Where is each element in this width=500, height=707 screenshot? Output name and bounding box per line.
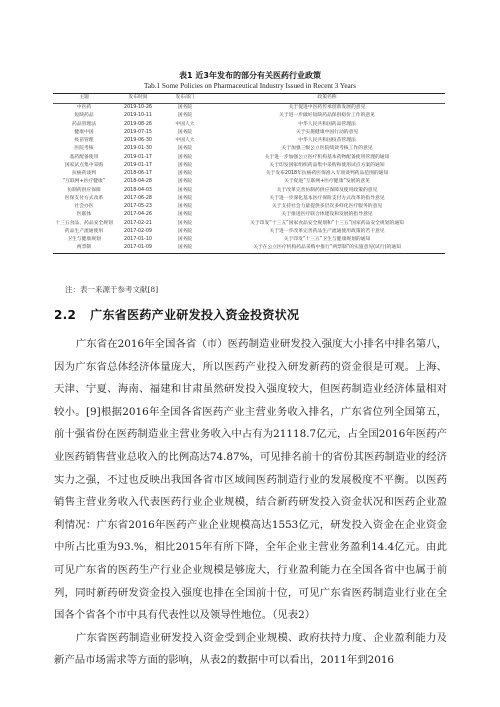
- cell-department: 中国人大: [175, 138, 195, 143]
- header-date: 发布时间: [115, 94, 161, 104]
- cell-date: 2017-01-10: [124, 237, 152, 242]
- cell-date: 2017-04-26: [124, 212, 152, 218]
- section-title: 广东省医药产业研发投入资金投资状况: [90, 308, 300, 322]
- cell-date: 2019-07-15: [124, 129, 152, 135]
- cell-date: 2019-01-17: [124, 162, 152, 168]
- cell-department: 国务院: [177, 129, 193, 135]
- cell-topic: 医联体: [76, 212, 92, 218]
- paragraph-2: 广东省医药制造业研发投入资金受到企业规模、政府扶持力度、企业盈利能力及新产品市场需求等方面的影响，从表2的数据中可以看出，2011年到2016: [54, 631, 447, 667]
- cell-policy-name: 关于发布2018年抗癌药医保准入专项谈判药品范围的通知: [265, 171, 389, 176]
- cell-date: 2019-10-26: [124, 105, 152, 110]
- cell-date: 2017-02-09: [124, 228, 152, 234]
- cell-policy-name: 关于改革完善仿制药供应保障及使用政策的意见: [276, 187, 378, 193]
- cell-topic: 抗癌药谈判: [72, 171, 96, 176]
- cell-topic: 国家试点集中采购: [64, 162, 104, 168]
- cell-topic: 中医药: [76, 105, 92, 110]
- cell-topic: 卫生与健康规划: [67, 237, 101, 242]
- cell-topic: 仿制药供应保障: [67, 187, 101, 193]
- cell-department: 国务院: [177, 220, 193, 226]
- cell-policy-name: 关于促进“互联网+医疗健康”发展的意见: [284, 179, 370, 185]
- cell-department: 国务院: [177, 204, 193, 209]
- table-note: 注：表一来源于参考文献[8]: [65, 285, 159, 294]
- header-department: 发布部门: [161, 94, 209, 104]
- cell-topic: 短缺药品: [74, 113, 94, 119]
- table-row: [53, 244, 445, 253]
- cell-policy-name: 关于支持社会力量提供多层次多样化医疗服务的意见: [271, 204, 383, 209]
- cell-policy-name: 关于在公立医疗机构药品采购中推行“两票制”的实施意见(试行)的通知: [209, 244, 445, 253]
- paragraph-1: 广东省在2016年全国各省（市）医药制造业研发投入强度大小排名中排名第八，因为广东省总体经济体量庞大，所以医药产业投入研发新药的资金很是可观。上海、天津、宁夏、海南、福建和甘肃虽然研发投入强度较大，但医药制造业经济体量相对较小。[9]根据2016年全国各省医药产业主营业务收入排名，广东省位列全国第五，前十强省份在医药制造业主营业务收入中占有为21118.7亿元，占全国2016年医药产业医药销售营业总收入的比例高达74.87%，可见排名前十的省份其医药制造业的经济实力之强，不过也反映出我国各省市区域间医药制造行业的发展极度不平衡。以医药销售主营业务收入代表医药行业企业规模，结合新药研发投入资金状况和医药企业盈利情况：广东省2016年医药产业企业规模高达1553亿元，研发投入资金在企业资金中所占比重为93.%，相比2015年有所下降，全年企业主营业务盈利14.4亿元。由此可见广东省的医药生产行业企业规模是够庞大，行业盈利能力在全国各省中也属于前列，同时新药研发资金投入强度也排在全国前十位，可见广东省医药制造业行业在全国各个省各个市中具有代表性以及领导性地位。（见表2）: [54, 338, 447, 622]
- cell-date: 2019-01-30: [124, 146, 152, 152]
- table-row: [53, 112, 445, 120]
- cell-date: 2018-04-28: [124, 179, 152, 185]
- cell-topic: 两票制: [53, 244, 115, 253]
- cell-policy-name: 关于进一步深化基本医疗保险支付方式改革的指导意见: [269, 195, 385, 201]
- cell-policy-name: 关于实施健康中国行动的意见: [295, 129, 359, 135]
- cell-department: 国务院: [177, 171, 193, 176]
- table-row: [53, 203, 445, 211]
- body-text: [54, 333, 447, 672]
- cell-topic: 十三五食品、药品安全规划: [55, 220, 113, 226]
- table-row: [53, 178, 445, 186]
- policy-table-container: [53, 93, 445, 254]
- cell-date: 2018-04-03: [124, 187, 152, 193]
- table-row: [53, 170, 445, 178]
- table-row: [53, 195, 445, 203]
- cell-department: 国务院: [177, 146, 193, 152]
- cell-date: 2019-01-17: [124, 154, 152, 160]
- header-policy-name: 政策名称: [209, 94, 445, 104]
- cell-topic: 健康中国: [74, 129, 94, 135]
- cell-topic: 疫苗管理: [74, 138, 94, 143]
- cell-policy-name: 关于进一步做好短缺药品保供稳价工作的意见: [279, 113, 375, 119]
- cell-policy-name: 关于印发国家组织药品集中采购和使用试点方案的通知: [269, 162, 385, 168]
- cell-department: 国务院: [177, 154, 193, 160]
- cell-department: 国务院: [177, 228, 193, 234]
- cell-date: 2017-02-21: [124, 220, 152, 226]
- table-header-row: [53, 94, 445, 104]
- cell-policy-name: 关于印发“十三五”国家食品安全规划和“十三五”国家药品安全规划的通知: [250, 220, 404, 226]
- cell-department: 国务院: [177, 187, 193, 193]
- table-row: [53, 154, 445, 162]
- cell-policy-name: 关于印发“十三五”卫生与健康规划的通知: [283, 237, 371, 242]
- cell-department: 国务院: [177, 237, 193, 242]
- cell-date: 2018-06-17: [124, 171, 152, 176]
- cell-policy-name: 关于进一步改革完善药品生产流通使用政策的若干意见: [269, 228, 385, 234]
- table-row: [53, 121, 445, 129]
- section-heading: [54, 306, 299, 323]
- cell-policy-name: 中华人民共和国疫苗管理法: [298, 138, 356, 143]
- cell-policy-name: 关于加强三级公立医院绩效考核工作的意见: [281, 146, 373, 152]
- cell-date: 2017-06-28: [124, 195, 152, 201]
- cell-topic: 药品生产流通使用: [64, 228, 104, 234]
- policy-table: [53, 93, 445, 254]
- table-row: [53, 129, 445, 137]
- cell-date: 2019-08-26: [124, 121, 152, 127]
- cell-department: 国务院: [177, 212, 193, 218]
- cell-policy-name: 关于促进中医药传承创新发展的意见: [288, 105, 366, 110]
- header-topic: 主题: [53, 94, 115, 104]
- cell-topic: 药品管理法: [72, 121, 96, 127]
- cell-topic: 医保支付方式改革: [64, 195, 104, 201]
- table-row: [53, 187, 445, 195]
- table-row: [53, 104, 445, 113]
- cell-topic: 医院考核: [74, 146, 94, 152]
- cell-department: 国务院: [177, 179, 193, 185]
- cell-date: 2019-10-11: [124, 113, 152, 119]
- cell-department: 国务院: [177, 162, 193, 168]
- section-number: 2.2: [54, 308, 77, 322]
- cell-department: 国务院: [177, 195, 193, 201]
- table-row: [53, 211, 445, 219]
- cell-date: 2017-01-09: [115, 244, 161, 253]
- cell-department: 国务院: [161, 244, 209, 253]
- table-row: [53, 162, 445, 170]
- cell-date: 2017-05-23: [124, 204, 152, 209]
- cell-date: 2019-06-30: [124, 138, 152, 143]
- table-subtitle: Tab.1 Some Policies on Pharmaceutical Industry Issued in Recent 3 Years: [144, 82, 356, 90]
- cell-department: 中国人大: [175, 121, 195, 127]
- table-body: [53, 104, 445, 254]
- table-row: [53, 228, 445, 236]
- table-row: [53, 220, 445, 228]
- table-row: [53, 137, 445, 145]
- cell-policy-name: 关于推进医疗联合体建设和发展的指导意见: [281, 212, 373, 218]
- cell-department: 国务院: [177, 105, 193, 110]
- cell-department: 国务院: [177, 113, 193, 119]
- cell-topic: 基药配备使用: [69, 154, 99, 160]
- cell-topic: 社会办医: [74, 204, 94, 209]
- cell-policy-name: 中华人民共和国药品管理法: [298, 121, 356, 127]
- table-row: [53, 145, 445, 153]
- table-row: [53, 236, 445, 244]
- table-title: 表1 近3年发布的部分有关医药行业政策: [179, 71, 321, 80]
- cell-policy-name: 关于进一步加强公立医疗机构基本药物配备使用管理的通知: [264, 154, 390, 160]
- cell-topic: “互联网+医疗健康”: [62, 179, 106, 185]
